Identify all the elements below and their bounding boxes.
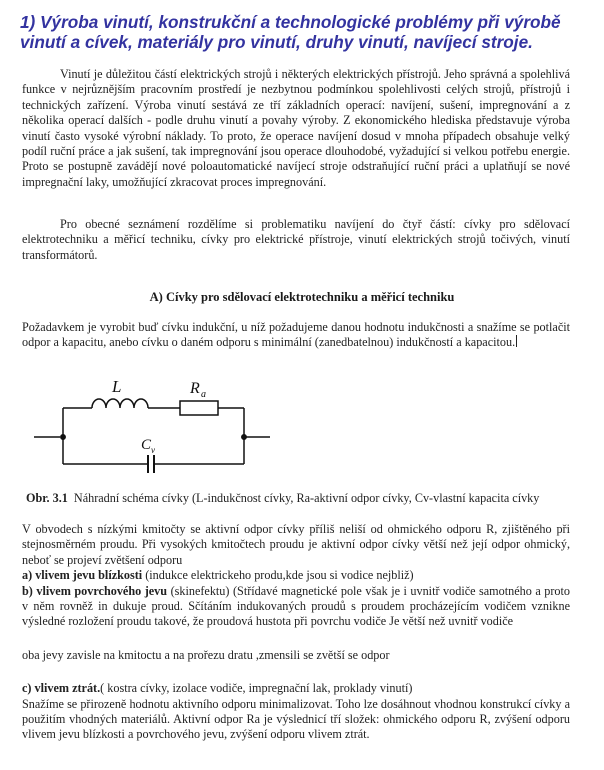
section-subheading: A) Cívky pro sdělovací elektrotechniku a měřicí techniku: [149, 290, 455, 304]
list-item-b: [22, 584, 570, 630]
resistor-box: [180, 401, 218, 415]
capacitor-label: C: [141, 437, 152, 453]
resistor-subscript: a: [201, 389, 206, 400]
inductor-coil: [92, 399, 148, 408]
caption-label: Obr. 3.1: [26, 491, 68, 505]
page-heading: 1) Výroba vinutí, konstrukční a technologické problémy při výrobě vinutí a cívek, materiály pro vinutí, druhy vinutí, navíjecí stroje.: [20, 12, 561, 52]
caption-text: Náhradní schéma cívky (L-indukčnost cívky, Ra-aktivní odpor cívky, Cv-vlastní kapacita cívky: [73, 491, 540, 505]
list-item-a-label: a) vlivem jevu blízkosti: [22, 568, 143, 583]
intro-paragraph-2: Pro obecné seznámení rozdělíme si problematiku navíjení do čtyř částí: cívky pro sdělovací elektrotechniku a měřicí techniku, cívky pro elektrické přístroje, vinutí elektrických strojů točivých, vinutí transformátorů.: [22, 217, 570, 262]
list-item-b-text: (skinefektu) (Střídavé magnetické pole však je i uvnitř vodiče samotného a proto v něm rovněž in dukuje proud. Sčítáním indukovaných proudů s proudem procházejícím vodičem vznikne výsledné rozložení proudu takové, že proudová hustota při povrchu vodiče Je větší než uvnitř vodiče: [22, 583, 570, 629]
body-paragraph-1: V obvodech s nízkými kmitočty se aktivní odpor cívky příliš neliší od ohmického odporu R, zjištěného při stejnosměrném proudu. Při vysokých kmitočtech proudu je aktivní odpor cívky větší než její odpor ohmický, neboť se projeví zvětšení odporu: [22, 522, 570, 567]
figure-caption: [26, 491, 586, 506]
list-item-b-label: b) vlivem povrchového jevu: [22, 583, 168, 598]
body-note: oba jevy zavisle na kmitoctu a na prořezu dratu ,zmensili se zvětší se odpor: [22, 647, 390, 662]
body-paragraph-2: Snažíme se přirozeně hodnotu aktivního odporu minimalizovat. Toho lze dosáhnout vhodnou konstrukcí cívky a použitím vhodných materiálů. Aktivní odpor Ra je výslednicí tří složek: ohmického odporu R, zvýšení odporu vlivem jevu blízkosti a povrchového jevu, zvýšení odporu vlivem ztrát.: [22, 696, 570, 742]
capacitor-subscript: v: [151, 445, 155, 455]
list-item-a-text: (indukce elektrickeho produ,kde jsou si vodice nejbliž): [145, 568, 414, 583]
list-item-c: [22, 681, 570, 696]
inductor-label: L: [112, 377, 122, 396]
resistor-label: R: [190, 380, 200, 397]
body-text-block: [22, 522, 570, 743]
intro-paragraph-1: Vinutí je důležitou částí elektrických strojů i některých elektrických přístrojů. Jeho správná a spolehlivá funkce v nejrůznějším pracovním prostředí je nezbytnou podmínkou spolehlivosti celých strojů, přístrojů i technických zařízení. Výroba vinutí sestává ze tří základních operací: navíjení, sušení, impregnování a z několika operací dalších - podle druhu vinutí a povahy výroby. Z ekonomického hlediska představuje výroba vinutí často vysoké výrobní náklady. To proto, že operace navíjení dosud v mnoha případech obsahuje velký podíl ruční práce a jak sušení, tak impregnování jsou operace dlouhodobé, vyžadující si velkou potřebu energie. Proto se postupně zavádějí nové poloautomatické navíjecí stroje odstraňující ruční práci a uplatňují se nové impregnační laky, umožňující zkracovat proces impregnování.: [22, 67, 570, 189]
list-item-c-text: ( kostra cívky, izolace vodiče, impregnační lak, proklady vinutí): [100, 681, 413, 696]
list-item-c-label: c) vlivem ztrát.: [22, 681, 101, 696]
section-paragraph-text: Požadavkem je vyrobit buď cívku indukční, u níž požadujeme danou hodnotu indukčnosti a snažíme se potlačit odpor a kapacitu, anebo cívku o daném odporu s minimální (zanedbatelnou) indukčností a kapacitou.: [22, 320, 570, 350]
list-item-a: [22, 568, 570, 583]
